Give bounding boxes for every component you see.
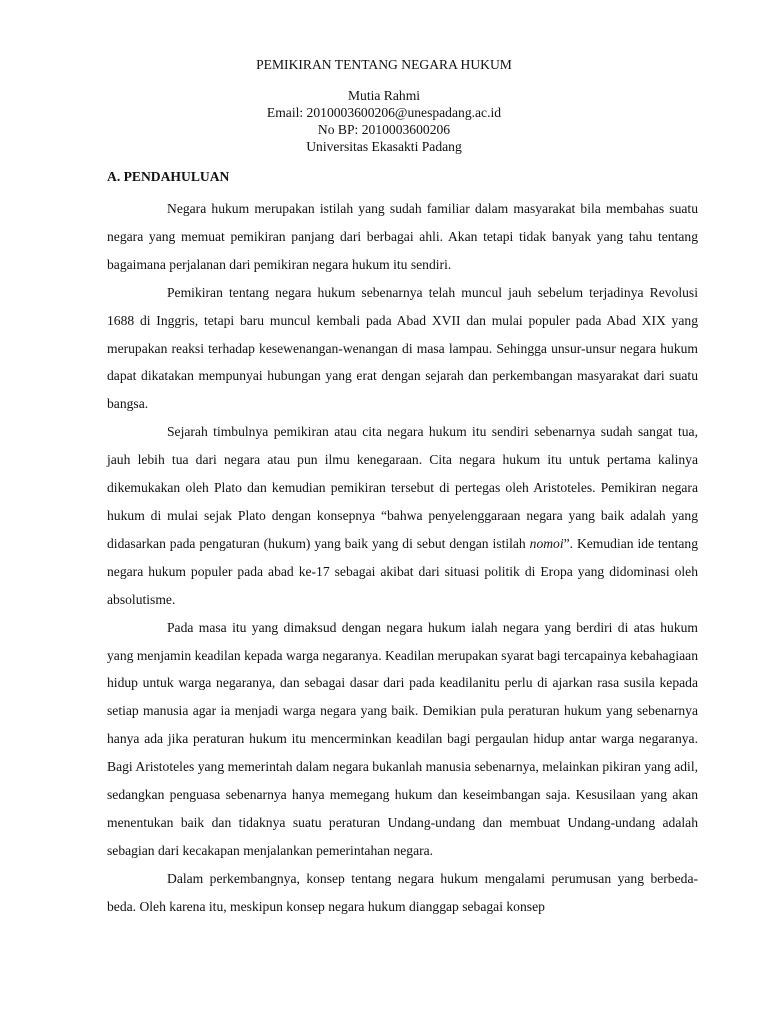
paragraph-4: Pada masa itu yang dimaksud dengan negara hukum ialah negara yang berdiri di atas hukum yang menjamin keadilan kepada warga negaranya. Keadilan merupakan syarat bagi tercapainya kebahagiaan hidup untuk warga negaranya, dan sebagai dasar dari pada keadilanitu perlu di ajarkan rasa susila kepada setiap manusia agar ia menjadi warga negara yang baik. Demikian pula peraturan hukum yang sebenarnya hanya ada jika peraturan hukum itu mencerminkan keadilan bagi pergaulan hidup antar warga negaranya. Bagi Aristoteles yang memerintah dalam negara bukanlah manusia sebenarnya, melainkan pikiran yang adil, sedangkan penguasa sebenarnya hanya memegang hukum dan keseimbangan saja. Kesusilaan yang akan menentukan baik dan tidaknya suatu peraturan Undang-undang dan membuat Undang-undang adalah sebagian dari kecakapan menjalankan pemerintahan negara.: [107, 619, 698, 858]
section-heading: A. PENDAHULUAN: [107, 169, 230, 184]
author-name: Mutia Rahmi: [347, 88, 421, 103]
author-email: Email: 2010003600206@unespadang.ac.id: [266, 105, 502, 120]
document-header: [0, 56, 768, 155]
document-title: PEMIKIRAN TENTANG NEGARA HUKUM: [256, 57, 512, 72]
paragraph-1: Negara hukum merupakan istilah yang sudah familiar dalam masyarakat bila membahas suatu negara yang memuat pemikiran panjang dari berbagai ahli. Akan tetapi tidak banyak yang tahu tentang bagaimana perjalanan dari pemikiran negara hukum itu sendiri.: [107, 201, 698, 272]
paragraph-3: [107, 418, 698, 613]
author-bp-number: No BP: 2010003600206: [317, 122, 451, 137]
paragraph-2: Pemikiran tentang negara hukum sebenarnya telah muncul jauh sebelum terjadinya Revolusi 1688 di Inggris, tetapi baru muncul kembali pada Abad XVII dan mulai populer pada Abad XIX yang merupakan reaksi terhadap kesewenangan-wenangan di masa lampau. Sehingga unsur-unsur negara hukum dapat dikatakan mempunyai hubungan yang erat dengan sejarah dan perkembangan masyarakat dari suatu bangsa.: [107, 284, 698, 412]
paragraph-5: Dalam perkembangnya, konsep tentang negara hukum mengalami perumusan yang berbeda-beda. Oleh karena itu, meskipun konsep negara hukum dianggap sebagai konsep: [107, 870, 698, 914]
paragraph-3-text-after: ”. Kemudian ide tentang negara hukum populer pada abad ke-17 sebagai akibat dari situasi politik di Eropa yang didominasi oleh absolutisme.: [107, 535, 698, 607]
paragraph-3-text-before: Sejarah timbulnya pemikiran atau cita negara hukum itu sendiri sebenarnya sudah sangat tua, jauh lebih tua dari negara atau pun ilmu kenegaraan. Cita negara hukum itu untuk pertama kalinya dikemukakan oleh Plato dan kemudian pemikiran tersebut di pertegas oleh Aristoteles. Pemikiran negara hukum di mulai sejak Plato dengan konsepnya “bahwa penyelenggaraan negara yang baik adalah yang didasarkan pada pengaturan (hukum) yang baik yang di sebut dengan istilah: [107, 424, 698, 551]
author-university: Universitas Ekasakti Padang: [306, 139, 462, 154]
document-body: [107, 195, 698, 921]
term-nomoi: nomoi: [529, 535, 564, 551]
